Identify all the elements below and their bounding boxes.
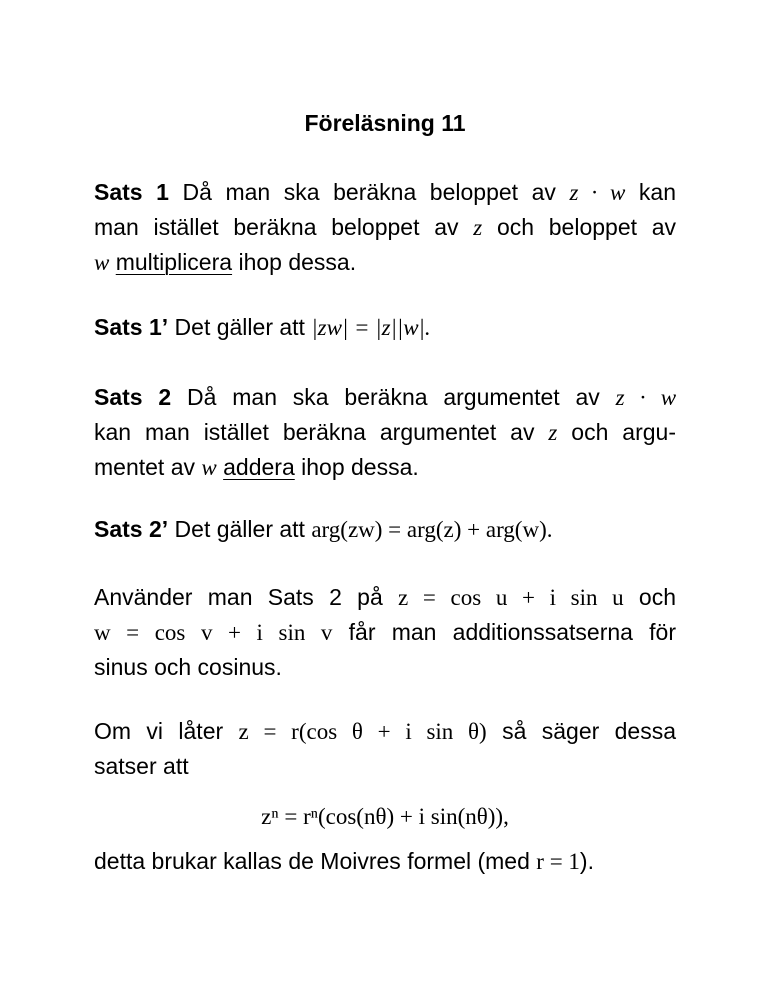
sats-1-text: kan xyxy=(638,179,677,205)
sats-2-prime-paragraph xyxy=(94,512,676,547)
math-w: w xyxy=(201,455,217,480)
de-moivre-formula: zⁿ = rⁿ(cos(nθ) + i sin(nθ)), xyxy=(261,804,509,829)
sats-2-text: ihop dessa. xyxy=(301,454,419,480)
sats-2-text: Då man ska beräkna argumentet av xyxy=(187,384,600,410)
closing-text: detta brukar kallas de Moivres formel (med xyxy=(94,848,530,874)
sats-1-prime-label: Sats 1’ xyxy=(94,314,169,340)
math-zw: z · w xyxy=(615,385,677,410)
math-z-equation: z = cos u + i sin u xyxy=(398,585,624,610)
sats-1-prime-paragraph xyxy=(94,310,676,345)
math-z: z xyxy=(473,215,483,240)
sats-1-text: Då man ska beräkna beloppet av xyxy=(182,179,556,205)
sats-1-text: ihop dessa. xyxy=(238,249,357,275)
sats-2-paragraph xyxy=(94,380,676,485)
math-zw: z · w xyxy=(569,180,626,205)
math-polar-form: z = r(cos θ + i sin θ) xyxy=(238,719,487,744)
sats-2-label: Sats 2 xyxy=(94,384,172,410)
sats-1-line-3 xyxy=(94,245,676,280)
page-title: Föreläsning 11 xyxy=(304,110,466,136)
underlined-word: multiplicera xyxy=(115,249,233,275)
sats-2-prime-label: Sats 2’ xyxy=(94,516,169,542)
additions-paragraph xyxy=(94,580,676,685)
sats-2-line-1 xyxy=(94,380,676,415)
sats-2-line-2 xyxy=(94,415,676,450)
sats-1-text: och beloppet av xyxy=(496,214,677,240)
closing-text: ). xyxy=(579,848,594,874)
polar-text: Om vi låter xyxy=(94,718,224,744)
math-w: w xyxy=(94,250,110,275)
sats-2-text: kan man istället beräkna argumentet av xyxy=(94,419,535,445)
math-r-equals-one: r = 1 xyxy=(536,849,580,874)
polar-text: så säger dessa xyxy=(502,718,677,744)
sats-1-line-1 xyxy=(94,175,676,210)
sats-1-label: Sats 1 xyxy=(94,179,169,205)
sats-1-line-2 xyxy=(94,210,676,245)
sats-2-text: och argu- xyxy=(571,419,676,445)
closing-paragraph xyxy=(94,844,676,879)
polar-paragraph xyxy=(94,714,676,784)
additions-text: får man additionssatserna för xyxy=(348,619,676,645)
additions-text: och xyxy=(638,584,677,610)
math-arg-equation: arg(zw) = arg(z) + arg(w). xyxy=(311,517,553,542)
additions-line-1 xyxy=(94,580,676,615)
math-w-equation: w = cos v + i sin v xyxy=(94,620,333,645)
sats-2-text: mentet av xyxy=(94,454,195,480)
additions-line-2 xyxy=(94,615,676,650)
polar-line-2: satser att xyxy=(94,753,189,779)
sats-2-prime-text: Det gäller att xyxy=(174,516,305,542)
sats-1-prime-text: Det gäller att xyxy=(174,314,305,340)
additions-line-3: sinus och cosinus. xyxy=(94,654,282,680)
math-z: z xyxy=(548,420,558,445)
sats-1-paragraph xyxy=(94,175,676,280)
math-abs-equation: |zw| = |z||w|. xyxy=(311,315,431,340)
sats-1-text: man istället beräkna beloppet av xyxy=(94,214,459,240)
underlined-word: addera xyxy=(223,454,295,480)
sats-2-line-3 xyxy=(94,450,676,485)
additions-text: Använder man Sats 2 på xyxy=(94,584,383,610)
polar-line-1 xyxy=(94,714,676,749)
